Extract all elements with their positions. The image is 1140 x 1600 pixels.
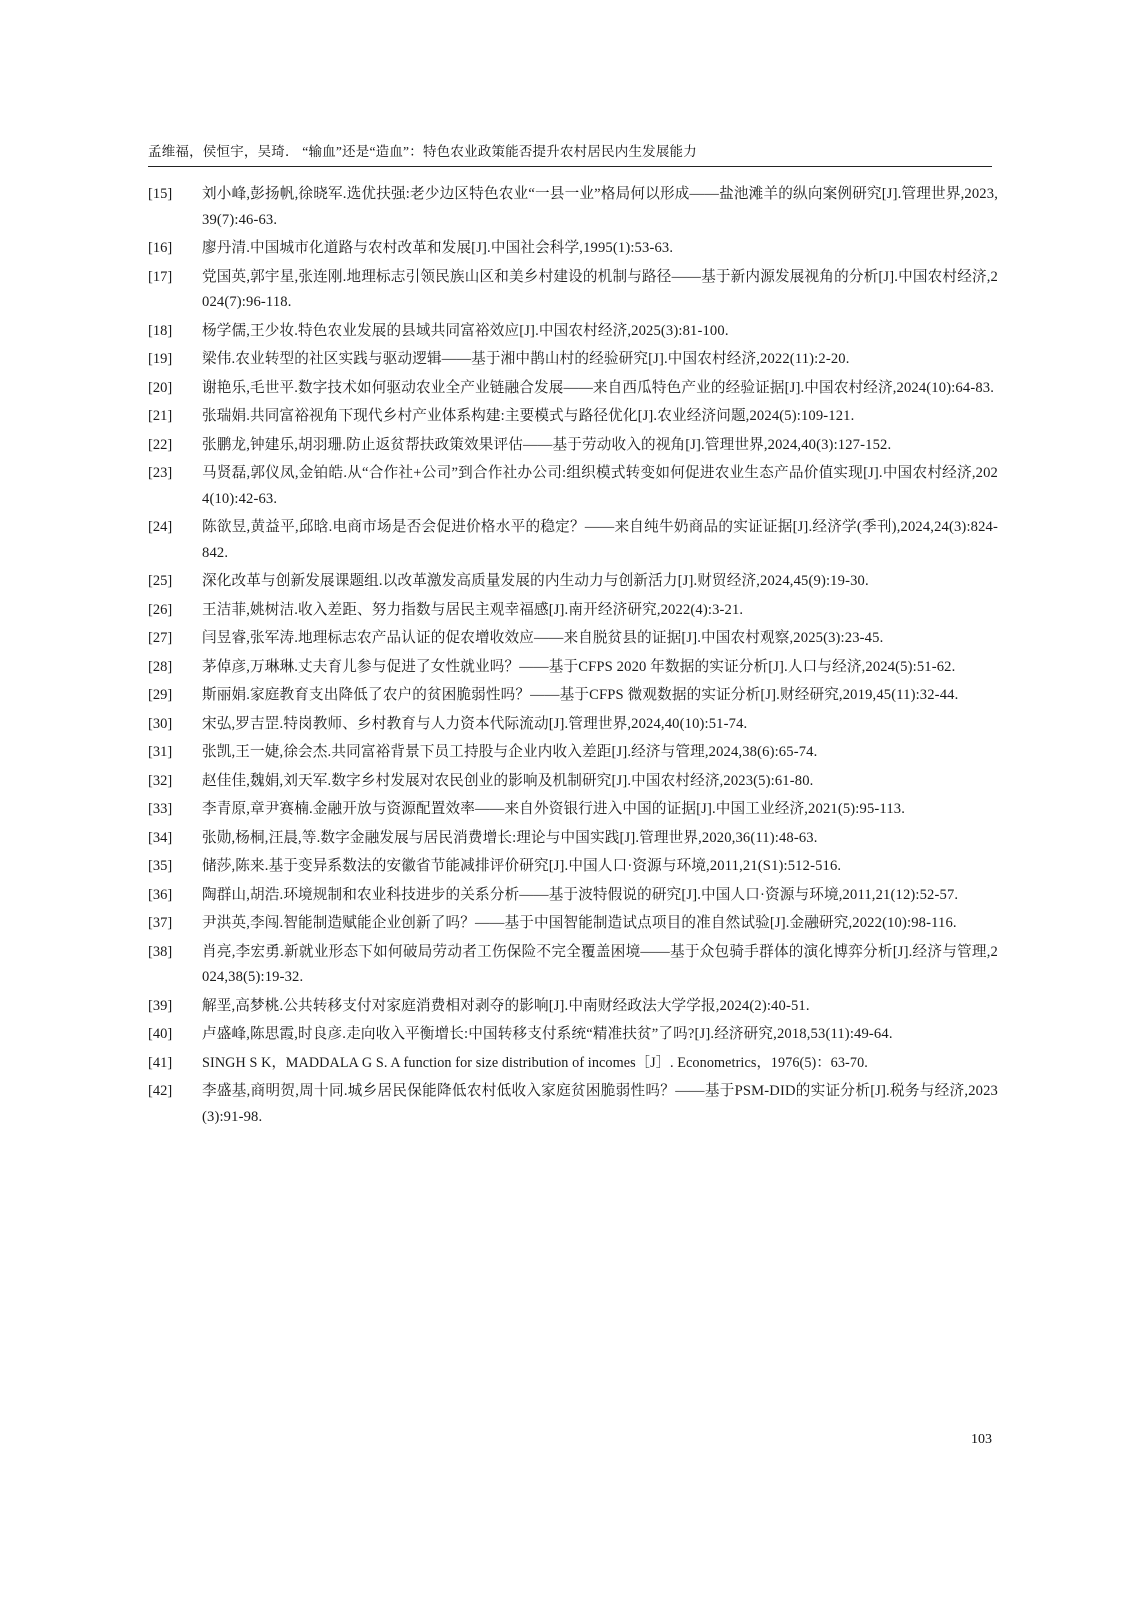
reference-entry [148, 626, 998, 652]
reference-entry [148, 515, 998, 566]
reference-number: [26] [148, 601, 173, 618]
reference-text: 王洁菲,姚树洁.收入差距、努力指数与居民主观幸福感[J].南开经济研究,2022(4):3-21. [202, 601, 744, 618]
reference-number: [20] [148, 379, 173, 396]
reference-text: 刘小峰,彭扬帆,徐晓军.选优扶强:老少边区特色农业“一县一业”格局何以形成——盐池滩羊的纵向案例研究[J].管理世界,2023,39(7):46-63. [202, 186, 998, 228]
reference-number: [35] [148, 858, 173, 874]
reference-text: 深化改革与创新发展课题组.以改革激发高质量发展的内生动力与创新活力[J].财贸经济,2024,45(9):19-30. [202, 573, 869, 589]
reference-entry [148, 911, 998, 937]
reference-entry [148, 347, 998, 373]
reference-text: 陈欲昱,黄益平,邱晗.电商市场是否会促进价格水平的稳定？——来自纯牛奶商品的实证证据[J].经济学(季刊),2024,24(3):824-842. [202, 519, 998, 561]
reference-text: 梁伟.农业转型的社区实践与驱动逻辑——基于湘中鹊山村的经验研究[J].中国农村经济,2022(11):2-20. [202, 351, 850, 367]
reference-number: [17] [148, 268, 173, 285]
reference-number: [22] [148, 436, 173, 453]
reference-entry [148, 940, 998, 991]
reference-entry [148, 712, 998, 738]
reference-entry [148, 883, 998, 909]
reference-text: 张凯,王一婕,徐会杰.共同富裕背景下员工持股与企业内收入差距[J].经济与管理,2024,38(6):65-74. [202, 744, 818, 760]
reference-number: [42] [148, 1083, 173, 1099]
reference-number: [28] [148, 658, 173, 675]
reference-entry [148, 826, 998, 852]
reference-entry [148, 461, 998, 512]
reference-number: [40] [148, 1026, 173, 1042]
reference-entry [148, 994, 998, 1020]
reference-number: [25] [148, 573, 173, 589]
reference-number: [19] [148, 351, 173, 367]
reference-number: [23] [148, 465, 173, 481]
reference-number: [21] [148, 408, 173, 424]
reference-number: [16] [148, 240, 173, 256]
reference-text: 赵佳佳,魏娟,刘天军.数字乡村发展对农民创业的影响及机制研究[J].中国农村经济,2023(5):61-80. [202, 772, 814, 789]
reference-text: 解垩,高梦桃.公共转移支付对家庭消费相对剥夺的影响[J].中南财经政法大学学报,2024(2):40-51. [202, 997, 810, 1014]
reference-number: [27] [148, 630, 173, 646]
reference-text: 马贤磊,郭仪凤,金铂皓.从“合作社+公司”到合作社办公司:组织模式转变如何促进农业生态产品价值实现[J].中国农村经济,2024(10):42-63. [202, 465, 998, 507]
reference-text: 李青原,章尹赛楠.金融开放与资源配置效率——来自外资银行进入中国的证据[J].中国工业经济,2021(5):95-113. [202, 801, 906, 817]
reference-entry [148, 1051, 998, 1077]
reference-text: 张勋,杨桐,汪晨,等.数字金融发展与居民消费增长:理论与中国实践[J].管理世界,2020,36(11):48-63. [202, 829, 818, 846]
reference-entry [148, 319, 998, 345]
reference-entry [148, 236, 998, 262]
reference-entry [148, 854, 998, 880]
page-number: 103 [971, 1432, 992, 1447]
reference-number: [36] [148, 886, 173, 903]
reference-number: [33] [148, 801, 173, 817]
reference-text: 储莎,陈来.基于变异系数法的安徽省节能减排评价研究[J].中国人口·资源与环境,2011,21(S1):512-516. [202, 858, 842, 874]
reference-number: [34] [148, 829, 173, 846]
reference-number: [39] [148, 997, 173, 1014]
reference-number: [32] [148, 772, 173, 789]
reference-number: [15] [148, 186, 173, 202]
reference-number: [18] [148, 322, 173, 339]
reference-text: 谢艳乐,毛世平.数字技术如何驱动农业全产业链融合发展——来自西瓜特色产业的经验证据[J].中国农村经济,2024(10):64-83. [202, 379, 995, 396]
reference-text: SINGH S K，MADDALA G S. A function for size distribution of incomes［J］. Econometrics，1976(5)：63-70. [202, 1054, 868, 1071]
reference-entry [148, 433, 998, 459]
reference-entry [148, 740, 998, 766]
reference-number: [31] [148, 744, 173, 760]
reference-number: [38] [148, 943, 173, 960]
reference-text: 陶群山,胡浩.环境规制和农业科技进步的关系分析——基于波特假说的研究[J].中国人口·资源与环境,2011,21(12):52-57. [202, 886, 959, 903]
reference-text: 斯丽娟.家庭教育支出降低了农户的贫困脆弱性吗？——基于CFPS 微观数据的实证分析[J].财经研究,2019,45(11):32-44. [202, 687, 959, 703]
reference-entry [148, 1079, 998, 1130]
reference-number: [30] [148, 715, 173, 732]
reference-entry [148, 265, 998, 316]
reference-entry [148, 683, 998, 709]
reference-entry [148, 797, 998, 823]
reference-text: 宋弘,罗吉罡.特岗教师、乡村教育与人力资本代际流动[J].管理世界,2024,40(10):51-74. [202, 715, 748, 732]
reference-number: [29] [148, 687, 173, 703]
reference-text: 张瑞娟.共同富裕视角下现代乡村产业体系构建:主要模式与路径优化[J].农业经济问题,2024(5):109-121. [202, 408, 855, 424]
header-rule [148, 166, 992, 167]
reference-number: [24] [148, 519, 173, 535]
reference-entry [148, 655, 998, 681]
reference-text: 党国英,郭宇星,张连刚.地理标志引领民族山区和美乡村建设的机制与路径——基于新内源发展视角的分析[J].中国农村经济,2024(7):96-118. [202, 268, 998, 310]
reference-entry [148, 569, 998, 595]
reference-text: 廖丹清.中国城市化道路与农村改革和发展[J].中国社会科学,1995(1):53-63. [202, 240, 674, 256]
reference-number: [41] [148, 1054, 173, 1071]
reference-text: 卢盛峰,陈思霞,时良彦.走向收入平衡增长:中国转移支付系统“精准扶贫”了吗?[J].经济研究,2018,53(11):49-64. [202, 1026, 893, 1042]
reference-entry [148, 1022, 998, 1048]
reference-entry [148, 182, 998, 233]
reference-entry [148, 376, 998, 402]
reference-entry [148, 598, 998, 624]
reference-list [148, 182, 998, 1133]
reference-text: 茅倬彦,万琳琳.丈夫育儿参与促进了女性就业吗？——基于CFPS 2020 年数据的实证分析[J].人口与经济,2024(5):51-62. [202, 658, 956, 675]
reference-text: 闫昱睿,张军涛.地理标志农产品认证的促农增收效应——来自脱贫县的证据[J].中国农村观察,2025(3):23-45. [202, 630, 884, 646]
reference-text: 肖亮,李宏勇.新就业形态下如何破局劳动者工伤保险不完全覆盖困境——基于众包骑手群体的演化博弈分析[J].经济与管理,2024,38(5):19-32. [202, 943, 998, 985]
reference-number: [37] [148, 915, 173, 931]
running-head: 孟维福，侯恒宇，吴琦． “输血”还是“造血”：特色农业政策能否提升农村居民内生发展能力 [148, 144, 697, 159]
reference-text: 尹洪英,李闯.智能制造赋能企业创新了吗？——基于中国智能制造试点项目的准自然试验[J].金融研究,2022(10):98-116. [202, 915, 957, 931]
reference-entry [148, 404, 998, 430]
reference-text: 张鹏龙,钟建乐,胡羽珊.防止返贫帮扶政策效果评估——基于劳动收入的视角[J].管理世界,2024,40(3):127-152. [202, 436, 892, 453]
reference-text: 李盛基,商明贺,周十同.城乡居民保能降低农村低收入家庭贫困脆弱性吗？——基于PSM-DID的实证分析[J].税务与经济,2023(3):91-98. [202, 1083, 998, 1125]
reference-entry [148, 769, 998, 795]
reference-text: 杨学儒,王少妆.特色农业发展的县域共同富裕效应[J].中国农村经济,2025(3):81-100. [202, 322, 729, 339]
